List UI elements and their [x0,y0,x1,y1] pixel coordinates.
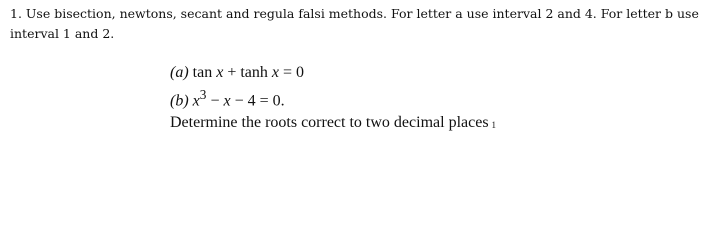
equation-a-var-2: x [271,64,279,81]
equation-b-minus-2: − [234,92,244,110]
equation-b-exponent: 3 [199,87,207,102]
equation-b-var-2: x [223,92,231,110]
equation-b-label: (b) [170,92,189,110]
equation-a-tan: tan [192,64,213,81]
equation-a-var-1: x [216,64,224,81]
equation-b-rest: 4 = 0. [247,92,285,110]
equation-b [170,84,690,112]
equation-a-tanh: tanh [240,64,268,81]
equation-b-minus-1: − [210,92,220,110]
equations-block [170,62,690,136]
footnote-marker: 1 [491,120,497,131]
problem-statement: 1. Use bisection, newtons, secant and regula falsi methods. For letter a use interval 2 and 4. For letter b use interval 1 and 2. [10,6,699,41]
instruction [170,112,690,136]
equation-a-rhs: = 0 [283,64,305,81]
equation-a [170,62,690,84]
equation-a-label: (a) [170,64,189,81]
instruction-text: Determine the roots correct to two decimal places [170,114,489,132]
equation-b-var-1: x [192,92,200,110]
equation-a-plus: + [227,64,237,81]
